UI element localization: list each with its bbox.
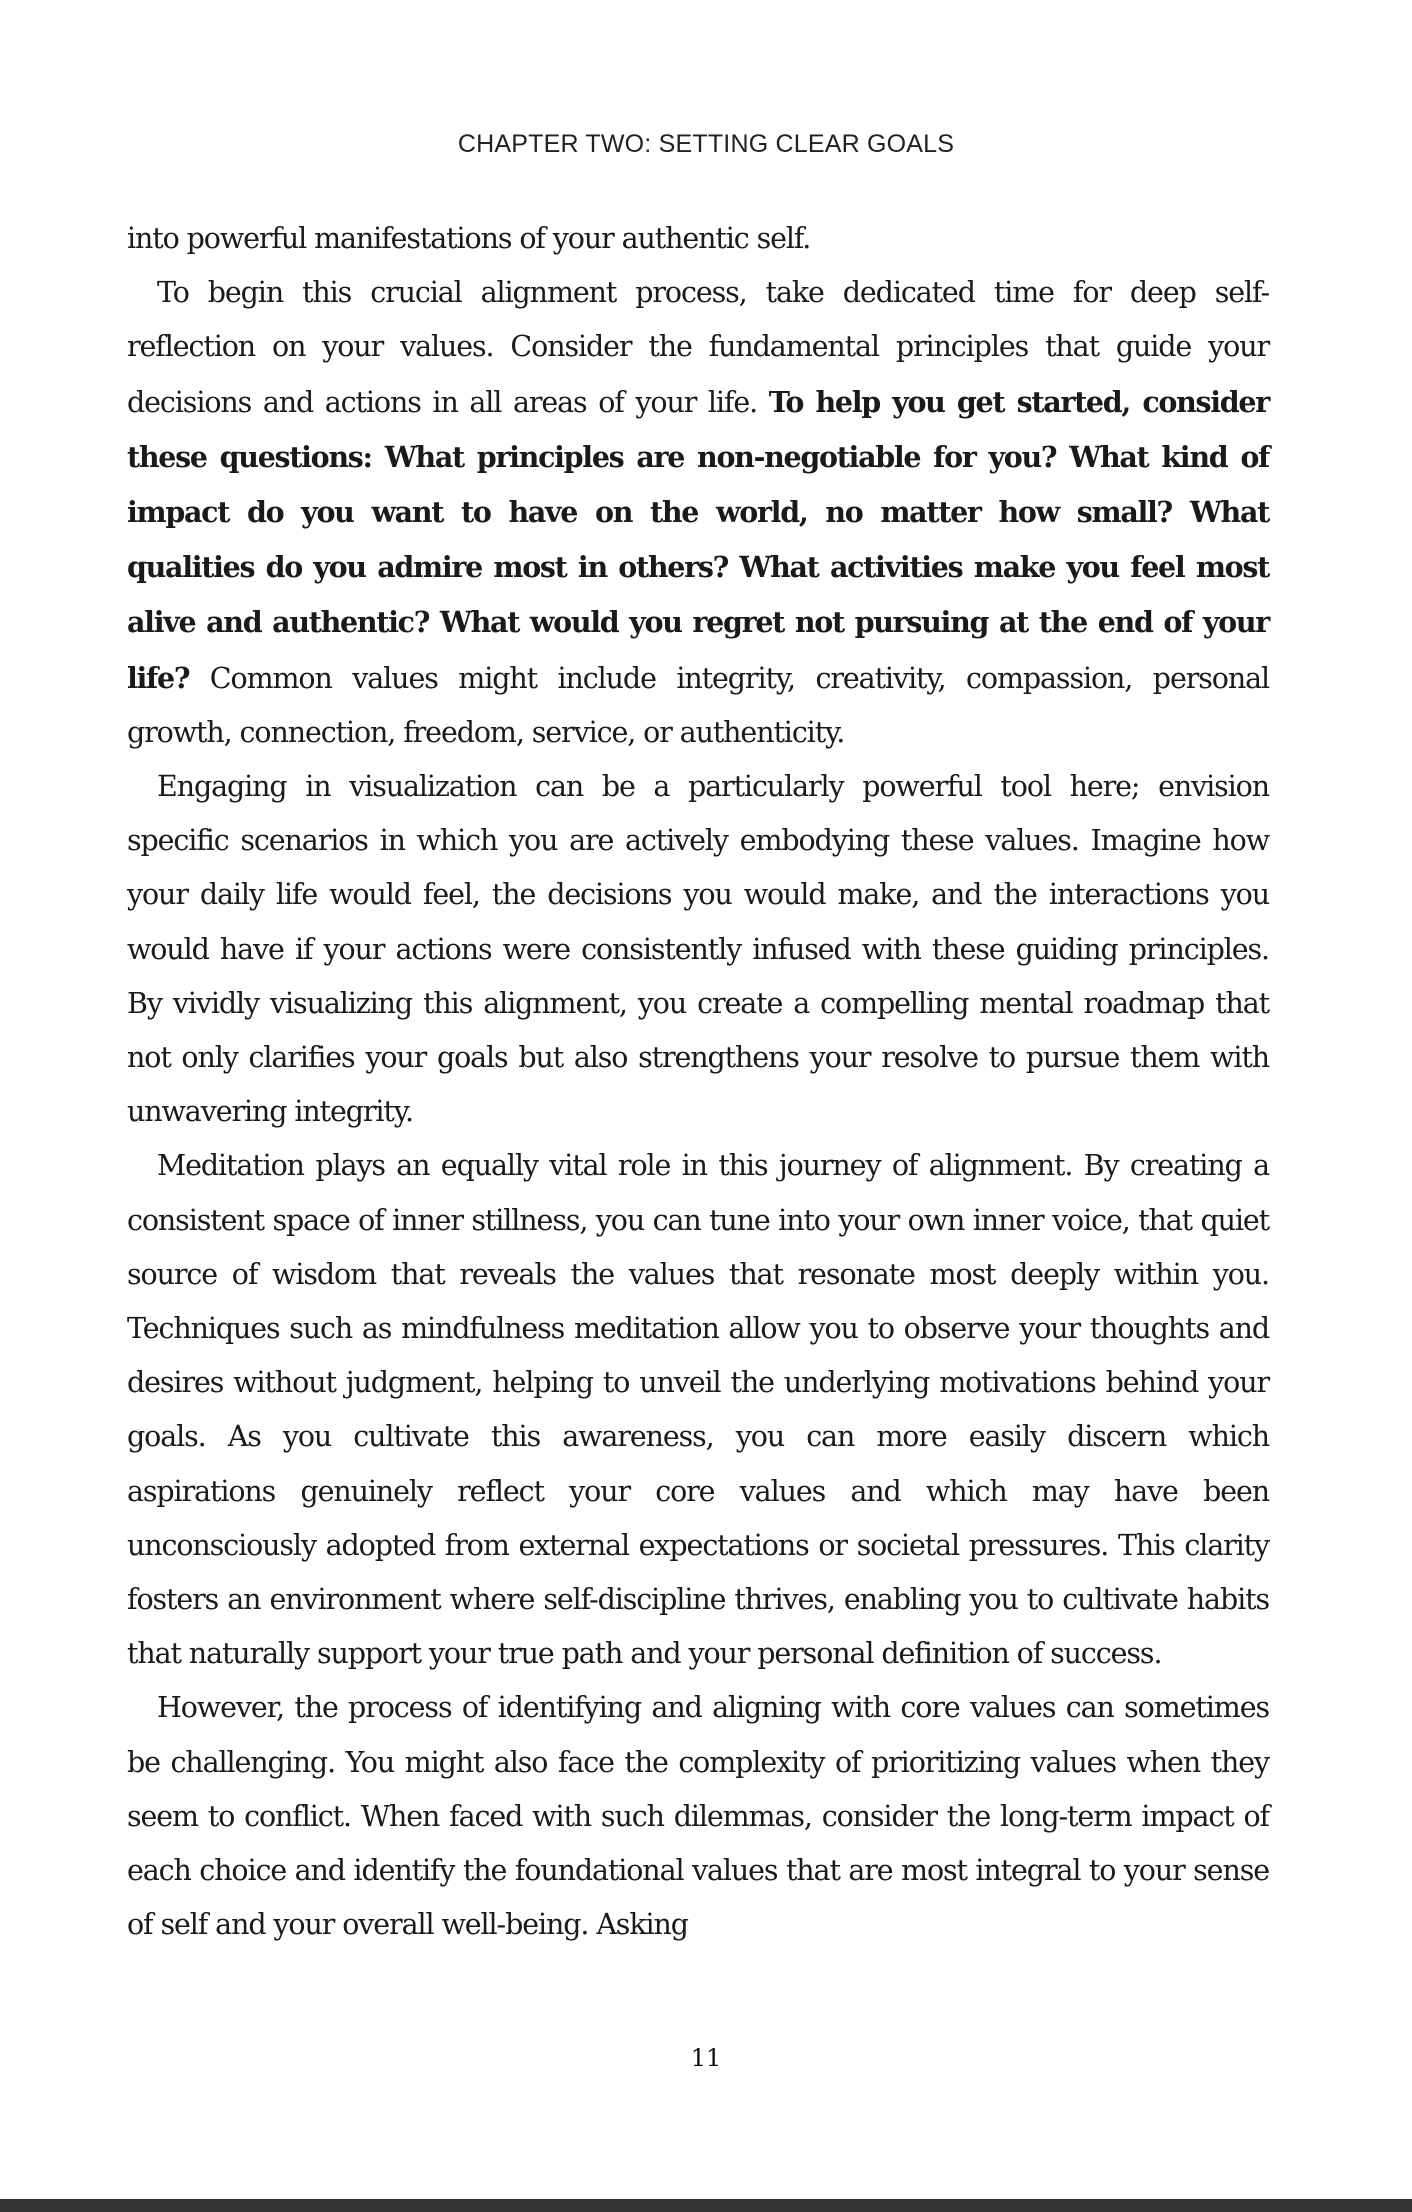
text-run: However, the process of identifying and aligning with core values can sometimes be challenging. You might also face the complexity of prioritizing values when they seem to conflict. When faced with such dilemmas, consider the long-term impact of each choice and identify the foundational values that are most integral to your sense of self and your overall well-being. Asking — [127, 1691, 1269, 1942]
text-run: Meditation plays an equally vital role in this journey of alignment. By creating a consistent space of inner stillness, you can tune into your own inner voice, that quiet source of wisdom that reveals the values that resonate most deeply within you. Techniques such as mindfulness meditation allow you to observe your thoughts and desires without judgment, helping to unveil the underlying motivations behind your goals. As you cultivate this awareness, you can more easily discern which aspirations genuinely reflect your core values and which may have been unconsciously adopted from external expectations or societal pressures. This clarity fosters an environment where self-discipline thrives, enabling you to cultivate habits that naturally support your true path and your personal definition of success. — [127, 1149, 1269, 1671]
text-run: Engaging in visualization can be a particularly powerful tool here; envision specific scenarios in which you are actively embodying these values. Imagine how your daily life would feel, the decisions you would make, and the interactions you would have if your actions were consistently infused with these guiding principles. By vividly visualizing this alignment, you create a compelling mental roadmap that not only clarifies your goals but also strengthens your resolve to pursue them with unwavering integrity. — [127, 770, 1269, 1129]
text-run: into powerful manifestations of your authentic self. — [127, 222, 811, 255]
running-header: CHAPTER TWO: SETTING CLEAR GOALS — [457, 130, 955, 158]
body-text — [127, 212, 1269, 1953]
page-number: 11 — [690, 2044, 722, 2072]
paragraph — [127, 760, 1269, 1139]
paragraph — [127, 266, 1269, 760]
text-run: To begin this crucial alignment process, take dedicated time for deep self-reflection on your values. Consider the fundamental principles that guide your decisions and actions in all areas of your life. — [127, 276, 1269, 419]
text-run: Common values might include integrity, creativity, compassion, personal growth, connection, freedom, service, or authenticity. — [127, 661, 1269, 749]
bold-questions: To help you get started, consider these questions: What principles are non-negotiable for you? What kind of impact do you want to have on the world, no matter how small? What qualities do you admire most in others? What activities make you feel most alive and authentic? What would you regret not pursuing at the end of your life? — [127, 384, 1269, 695]
paragraph — [127, 1681, 1269, 1952]
paragraph — [127, 212, 1269, 266]
bottom-bar — [0, 2199, 1412, 2212]
paragraph — [127, 1139, 1269, 1681]
